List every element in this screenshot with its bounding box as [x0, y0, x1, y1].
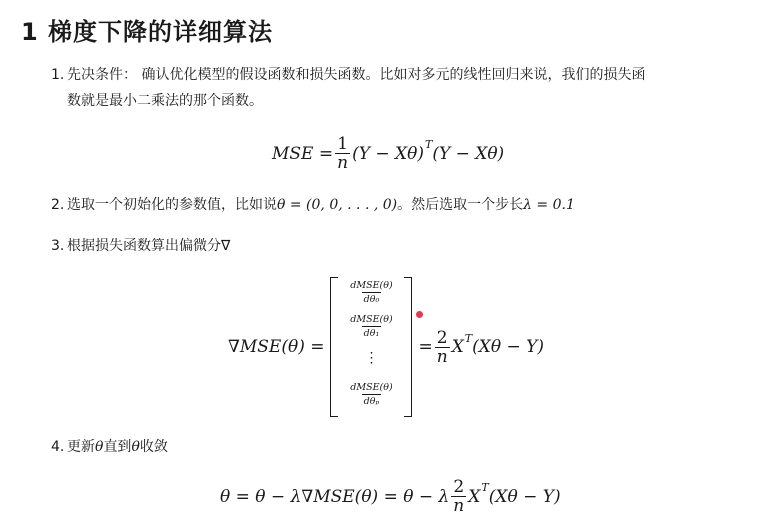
step-3 — [51, 233, 230, 259]
matrix-row-0 — [342, 279, 400, 306]
equals-sign: = — [418, 337, 433, 357]
eq-lhs: ∇MSE(θ) = — [228, 337, 325, 357]
matrix-denominator: dθ₀ — [363, 294, 380, 305]
eq-tail: (Xθ − Y) — [472, 337, 545, 357]
frac-denominator: n — [436, 346, 448, 367]
step-text: 先决条件： 确认优化模型的假设函数和损失函数。比如对多元的线性回归来说，我们的损失函 — [67, 67, 646, 83]
step-text-continued: 数就是最小二乘法的那个函数。 — [67, 93, 263, 109]
bracket-right — [404, 277, 412, 417]
matrix-row-1 — [342, 313, 400, 340]
frac-numerator: 1 — [337, 134, 349, 154]
step-number: 1. — [51, 67, 65, 83]
matrix-numerator: dMSE(θ) — [350, 280, 393, 291]
frac-denominator: n — [337, 153, 349, 173]
matrix-denominator: dθₚ — [363, 396, 380, 407]
frac-numerator: 2 — [453, 477, 465, 497]
step-2 — [51, 192, 575, 218]
superscript: T — [464, 331, 473, 345]
step-text: 收敛 — [139, 439, 168, 455]
eq-x: X — [451, 337, 464, 357]
step-math: θ — [131, 439, 140, 455]
step-1 — [51, 62, 751, 114]
step-text: 。然后选取一个步长 — [397, 197, 524, 213]
step-text: 更新 — [67, 439, 95, 455]
matrix-row-p — [342, 381, 400, 408]
step-4 — [51, 434, 168, 460]
step-number: 4. — [51, 439, 65, 455]
step-text: 选取一个初始化的参数值，比如说 — [67, 197, 277, 213]
fraction — [435, 329, 450, 366]
eq-tail: (Y − Xθ) — [432, 143, 505, 164]
matrix-denominator: dθ₁ — [363, 328, 380, 339]
frac-denominator: n — [453, 496, 465, 516]
step-math: θ = (0, 0, . . . , 0) — [277, 197, 398, 213]
fraction — [451, 478, 466, 515]
superscript: T — [481, 481, 489, 494]
step-math: θ — [95, 439, 104, 455]
eq-body: (Y − Xθ) — [352, 143, 424, 164]
eq-lhs: θ = θ − λ∇MSE(θ) = θ − λ — [220, 486, 450, 507]
gradient-matrix — [330, 277, 412, 417]
frac-numerator: 2 — [436, 327, 448, 348]
step-math: λ = 0.1 — [523, 197, 575, 213]
section-title: 1 梯度下降的详细算法 — [21, 18, 274, 46]
step-text: 直到 — [103, 439, 132, 455]
equation-update — [220, 478, 561, 515]
pointer-dot — [416, 311, 423, 318]
eq-lhs: MSE = — [272, 143, 334, 164]
matrix-vdots: ⋮ — [364, 350, 379, 366]
eq-tail: (Xθ − Y) — [488, 486, 561, 507]
equation-gradient — [228, 277, 544, 417]
step-number: 3. — [51, 238, 65, 254]
matrix-numerator: dMSE(θ) — [350, 314, 393, 325]
matrix-numerator: dMSE(θ) — [350, 382, 393, 393]
step-number: 2. — [51, 197, 65, 213]
fraction — [335, 135, 350, 172]
equation-mse — [272, 135, 504, 172]
eq-x: X — [468, 486, 481, 507]
bracket-left — [330, 277, 338, 417]
step-text: 根据损失函数算出偏微分∇ — [67, 238, 231, 254]
superscript: T — [424, 138, 433, 151]
